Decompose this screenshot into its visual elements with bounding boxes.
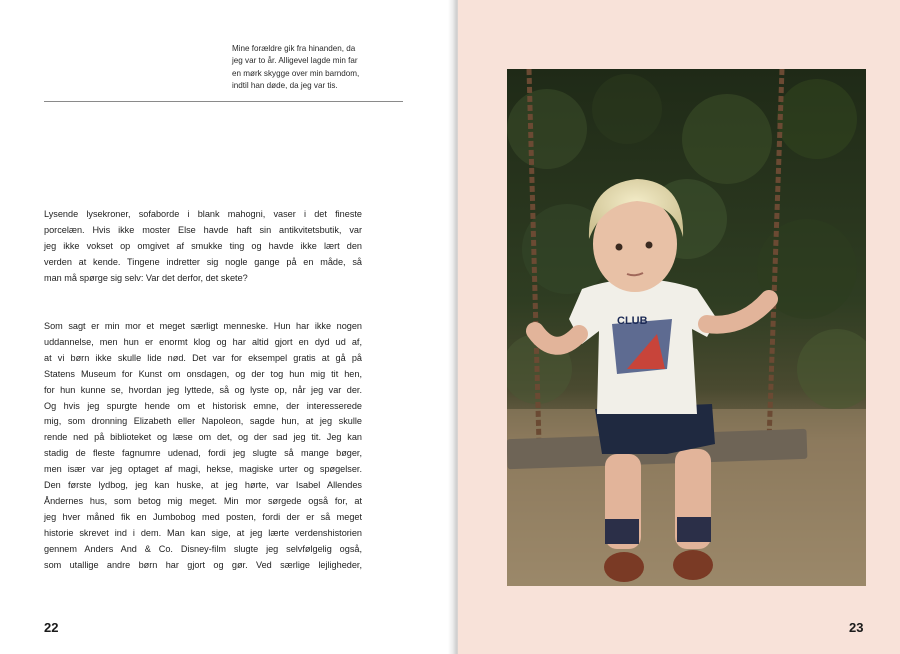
text-line: men især var jeg optaget af magi, hekse, magiske urter og spøgelser. — [44, 464, 362, 475]
text-line: historie skrevet ind i dem. Man kan sige, at jeg lærte verdenshistorien — [44, 527, 362, 538]
pull-quote-line: Mine forældre gik fra hinanden, da — [232, 44, 356, 53]
shirt-text: CLUB — [617, 315, 648, 327]
photo-illustration — [507, 69, 866, 586]
text-line: verden at kende. Tingene indretter sig nogle gange på en måde, så — [44, 256, 362, 267]
page-number-right: 23 — [849, 620, 864, 635]
text-line: Lysende lysekroner, sofaborde i blank mahogni, vaser i det fineste — [44, 209, 362, 219]
text-line: Den første lydbog, jeg kan huske, at jeg hørte, var Isabel Allendes — [44, 480, 362, 491]
text-line: gennem Anders And & Co. Disney-film slugte jeg selvfølgelig også, — [44, 543, 362, 554]
text-line: jeg hver måned fik en Jumbobog med posten, fordi der er så meget — [44, 511, 362, 522]
text-line: stadig de fleste fagnumre udenad, fordi jeg slugte så mange bøger, — [44, 448, 362, 459]
text-line: mig, som dronning Elizabeth eller Napoleon, sagde hun, at jeg skulle — [44, 416, 362, 427]
pull-quote-line: en mørk skygge over min barndom, — [232, 68, 360, 78]
text-line: Som sagt er min mor et meget særligt menneske. Hun har ikke nogen — [44, 321, 362, 331]
pull-quote-line: indtil han døde, da jeg var tis. — [232, 81, 338, 91]
text-line: porcelæn. Hvis ikke moster Else havde haft sin antikvitetsbutik, var — [44, 224, 362, 235]
text-line: jeg ikke vokset op omgivet af smukke ting og havde ikke lært den — [44, 240, 362, 251]
body-paragraph-2 — [44, 319, 362, 574]
pull-quote — [232, 43, 407, 93]
text-line: uddannelse, men hun er enormt klog og har altid gjort en dyd ud af, — [44, 336, 362, 347]
page-number-left: 22 — [44, 620, 59, 635]
text-line: rende ned på biblioteket og læse om det, og der sad jeg tit. Jeg kan — [44, 432, 362, 443]
pull-quote-line: jeg var to år. Alligevel lagde min far — [232, 56, 358, 66]
child-on-swing-photo — [507, 69, 866, 586]
text-line: for hun kunne se, hvordan jeg lyttede, så og lyste op, når jeg var der. — [44, 384, 362, 395]
text-line: Åndernes hus, som betog mig meget. Min mor sørgede også for, at — [44, 495, 362, 506]
text-line: Og hvis jeg spurgte hende om et historisk emne, der interesserede — [44, 400, 362, 411]
horizontal-rule — [44, 101, 403, 102]
text-line: som utallige andre børn har gjort og gør. Ved særlige lejligheder, — [44, 559, 362, 570]
text-line: man må spørge sig selv: Var det derfor, det skete? — [44, 272, 248, 283]
text-line: at vi børn ikke skulle lide nød. Det var for eksempel gratis at gå på — [44, 352, 362, 363]
body-paragraph-1 — [44, 207, 362, 287]
text-line: Statens Museum for Kunst om onsdagen, og der tog hun mig tit hen, — [44, 368, 362, 379]
